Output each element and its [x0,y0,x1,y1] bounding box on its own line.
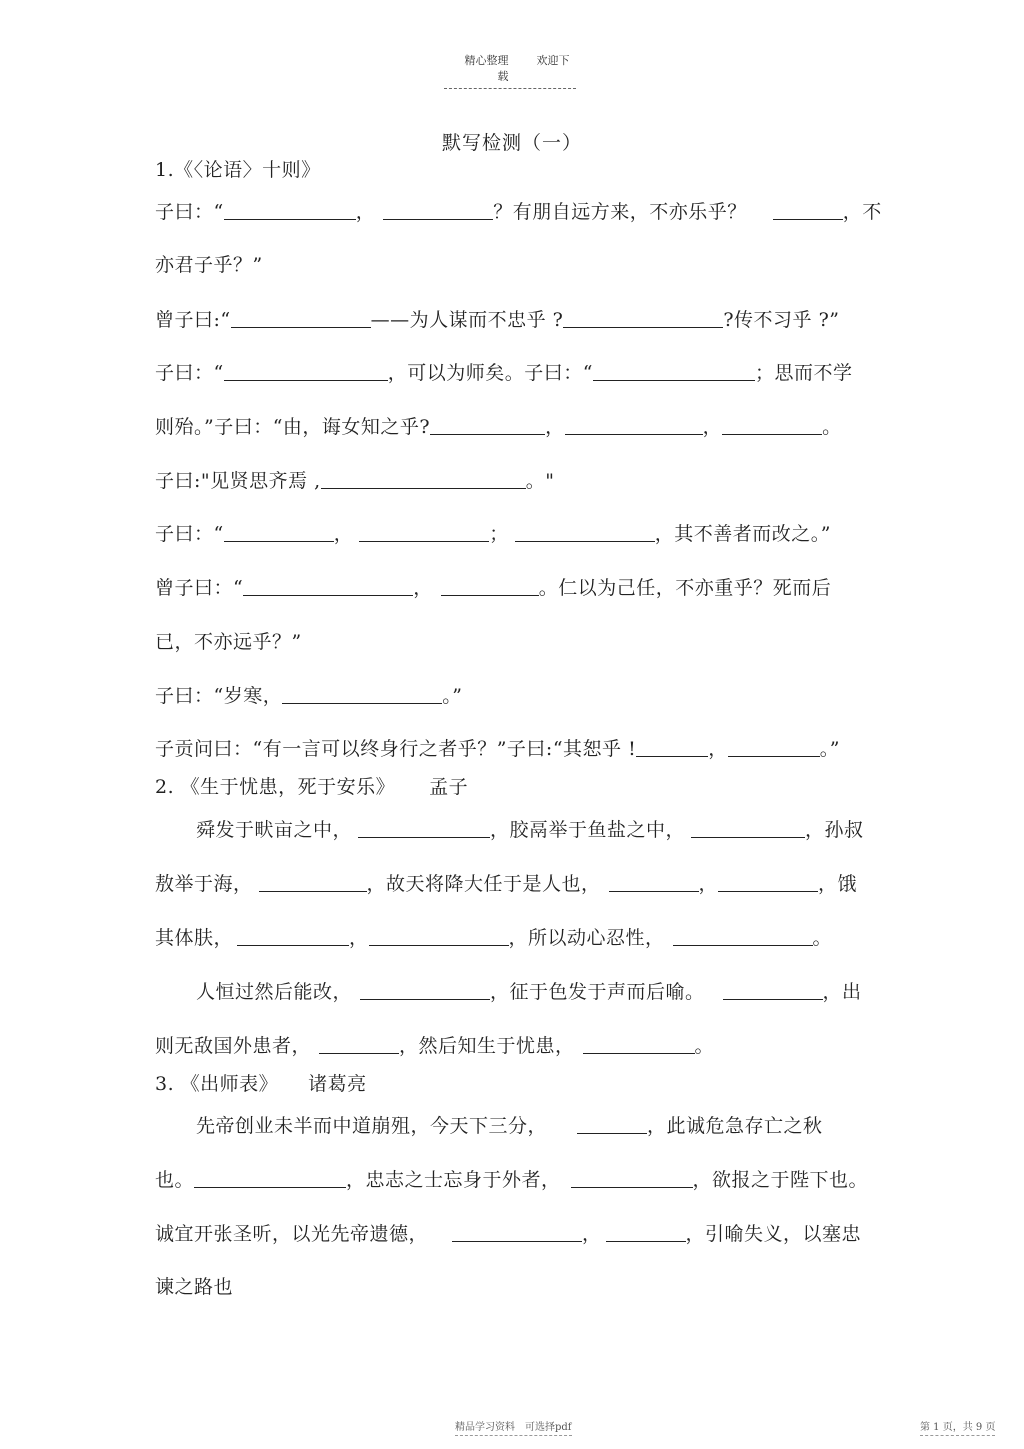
text-segment: 。 [694,1035,715,1057]
text-line [155,197,882,224]
section-3-heading [155,1069,367,1096]
text-segment: ，出 [822,981,862,1003]
text-line [196,977,862,1004]
text-segment: 诚宜开张圣听，以光先帝遗德， [155,1223,429,1245]
text-segment: ，孙叔 [805,819,864,841]
fill-blank[interactable] [593,360,755,381]
text-segment: ， [355,201,376,223]
fill-blank[interactable] [282,683,442,704]
fill-blank[interactable] [430,414,545,435]
text-segment: 。” [819,738,840,760]
fill-blank[interactable] [722,414,822,435]
text-line [155,573,831,600]
text-segment: ， [545,416,565,438]
fill-blank[interactable] [718,871,818,892]
section-author: 诸葛亮 [308,1073,367,1095]
text-segment: 也。 [155,1169,195,1191]
fill-blank[interactable] [259,871,367,892]
section-title: 3. 《出师表》 [155,1073,279,1095]
text-segment: ？有朋自远方来，不亦乐乎？ [493,201,747,223]
fill-blank[interactable] [243,575,413,596]
text-line [155,466,554,493]
fill-blank[interactable] [319,1033,399,1054]
text-segment: 敖举于海， [155,873,253,895]
text-line [196,815,864,842]
text-segment: ，欲报之于陛下也。 [692,1169,869,1191]
text-line: 亦君子乎？” [155,254,263,276]
text-segment: ，此诚危急存亡之秋 [647,1115,823,1137]
text-segment: ，引喻失义，以塞忠 [685,1223,862,1245]
text-segment: ，然后知生于忧患， [399,1035,575,1057]
text-segment: ，征于色发于声而后喻。 [490,981,705,1003]
text-segment: 子曰：“ [155,523,224,545]
text-segment: 。 [822,416,842,438]
text-segment: 其体肤， [155,927,234,949]
fill-blank[interactable] [609,871,699,892]
fill-blank[interactable] [563,307,723,328]
fill-blank[interactable] [577,1113,647,1134]
section-author: 孟子 [429,776,469,798]
text-segment: ， [702,416,723,438]
text-segment: ，胶鬲举于鱼盐之中， [490,819,686,841]
text-segment: 。" [525,470,555,492]
text-line [155,681,462,708]
fill-blank[interactable] [321,468,526,489]
fill-blank[interactable] [360,979,490,1000]
text-segment: 子曰：“ [155,201,224,223]
fill-blank[interactable] [358,817,490,838]
text-line [196,1111,823,1138]
text-segment: 则无敌国外患者， [155,1035,312,1057]
text-segment: ，所以动心忍性， [508,927,665,949]
text-segment: ， [582,1223,602,1245]
text-segment: ，不 [842,201,882,223]
fill-blank[interactable] [194,1167,346,1188]
text-segment: ，饿 [818,873,858,895]
footer-left: 精品学习资料 可选择pdf [455,1418,572,1436]
text-segment: 子曰：“岁寒， [155,685,283,707]
text-segment: ，可以为师矣。子曰：“ [387,362,593,384]
fill-blank[interactable] [441,575,539,596]
text-segment: ，其不善者而改之。” [654,523,831,545]
text-segment: 。 [812,927,833,949]
header-left: 精心整理 [464,54,509,67]
fill-blank[interactable] [673,925,813,946]
fill-blank[interactable] [583,1033,695,1054]
text-line: 已，不亦远乎？” [155,631,302,653]
text-line [155,1219,861,1246]
text-line [155,519,831,546]
text-segment: ； [489,523,509,545]
text-segment: 子曰:"见贤思齐焉 , [155,470,321,492]
fill-blank[interactable] [369,925,509,946]
fill-blank[interactable] [515,521,655,542]
text-line [155,305,840,332]
text-segment: 曾子曰:“ [155,309,231,331]
text-line [155,734,840,761]
text-segment: 子贡问曰：“有一言可以终身行之者乎？”子曰:“其恕乎 ! [155,738,637,760]
fill-blank[interactable] [224,199,356,220]
text-line [155,412,842,439]
fill-blank[interactable] [773,199,843,220]
text-line [155,1165,868,1192]
page-number: 第 1 页，共 9 页 [920,1418,995,1436]
text-segment: 舜发于畎亩之中， [196,819,353,841]
page-title: 默写检测（一） [441,132,582,154]
text-segment: 。” [442,685,463,707]
text-segment: 人恒过然后能改， [196,981,353,1003]
fill-blank[interactable] [691,817,805,838]
fill-blank[interactable] [359,521,489,542]
fill-blank[interactable] [231,307,371,328]
text-segment: ， [708,738,728,760]
text-line [155,1031,714,1058]
fill-blank[interactable] [571,1167,693,1188]
fill-blank[interactable] [606,1221,686,1242]
text-segment: ?传不习乎 ?” [723,309,840,331]
fill-blank[interactable] [452,1221,582,1242]
text-segment: ，忠志之士忘身于外者， [346,1169,561,1191]
text-segment: ——为人谋而不忠乎 ? [370,309,564,331]
text-segment: ， [413,577,433,599]
fill-blank[interactable] [728,736,820,757]
section-1-heading: 1.《〈论语〉十则》 [155,159,321,181]
text-segment: 。仁以为己任，不亦重乎？死而后 [538,577,832,599]
text-segment: ，故天将降大任于是人也， [366,873,601,895]
fill-blank[interactable] [723,979,823,1000]
text-segment: ， [698,873,719,895]
text-line: 谏之路也 [155,1276,234,1298]
fill-blank[interactable] [565,414,703,435]
section-2-heading [155,772,468,799]
page-header [444,52,576,89]
section-title: 2. 《生于忧患，死于安乐》 [155,776,396,798]
text-segment: ；思而不学 [754,362,853,384]
text-segment: ， [349,927,369,949]
fill-blank[interactable] [636,736,708,757]
text-line [155,869,857,896]
text-segment: ， [333,523,354,545]
fill-blank[interactable] [224,360,388,381]
text-segment: 先帝创业未半而中道崩殂，今天下三分， [196,1115,548,1137]
text-line [155,923,832,950]
text-line [155,358,852,385]
text-segment: 则殆。”子曰：“由，诲女知之乎? [155,416,431,438]
fill-blank[interactable] [224,521,334,542]
fill-blank[interactable] [383,199,493,220]
text-segment: 子曰：“ [155,362,224,384]
fill-blank[interactable] [237,925,349,946]
text-segment: 曾子曰：“ [155,577,244,599]
header-right: 欢迎下载 [497,54,570,83]
